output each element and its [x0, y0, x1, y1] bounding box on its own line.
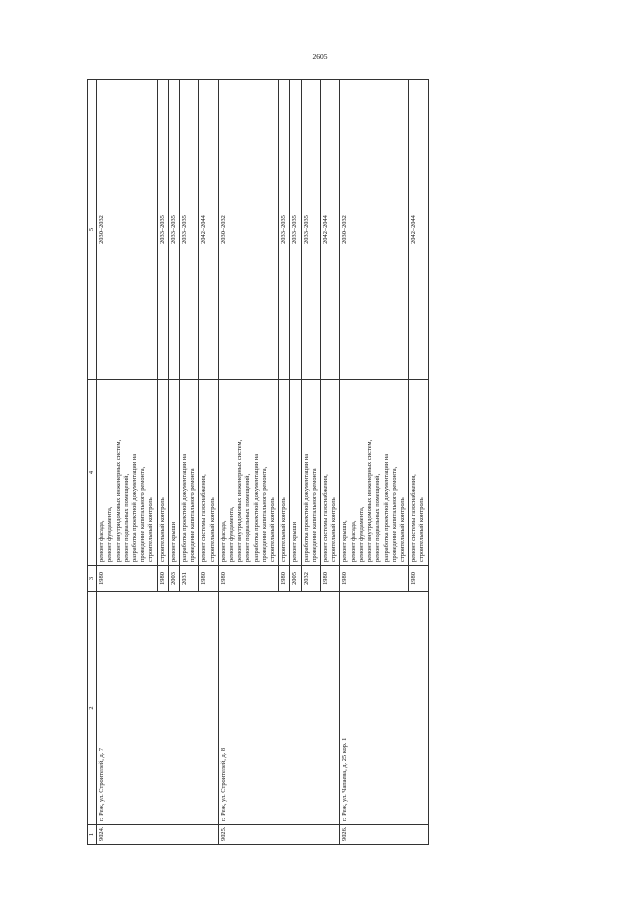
work-item: строительный контроль: [208, 497, 216, 562]
year-cell: 2031: [180, 566, 199, 592]
work-item: ремонт фундамента,: [228, 506, 236, 562]
work-item: ремонт фундамента,: [106, 506, 114, 562]
work-item: ремонт внутридомовых инженерных систем,: [366, 439, 374, 562]
page-number: 2605: [312, 52, 328, 61]
work-list-cell: [180, 380, 199, 566]
year-cell: 2032: [301, 566, 320, 592]
year-cell: 2003: [168, 566, 179, 592]
period-cell: 2030–2032: [97, 80, 157, 380]
work-item: ремонт подвальных помещений,: [122, 473, 130, 562]
work-item: ремонт крыши: [291, 521, 299, 562]
work-item: ремонт внутридомовых инженерных систем,: [236, 439, 244, 562]
work-item: ремонт системы газоснабжения,: [200, 474, 208, 562]
work-item: ремонт фундамента,: [357, 506, 365, 562]
building-address: г. Реж, ул. Строителей, д. 7: [97, 592, 219, 825]
work-item: строительный контроль: [147, 497, 155, 562]
building-address: г. Реж, ул. Чапаева, д. 25 кор. 1: [340, 592, 428, 825]
period-cell: 2033–2035: [157, 80, 168, 380]
work-item: строительный контроль: [398, 497, 406, 562]
period-cell: 2033–2035: [290, 80, 301, 380]
year-cell: 1980: [97, 566, 157, 592]
period-cell: 2033–2035: [301, 80, 320, 380]
period-cell: 2042–2044: [199, 80, 218, 380]
work-item: строительный контроль: [418, 497, 426, 562]
year-cell: 1980: [409, 566, 428, 592]
work-list-cell: [168, 380, 179, 566]
work-item: ремонт крыши,: [341, 520, 349, 562]
work-item: ремонт фасада,: [349, 520, 357, 562]
work-item: ремонт системы газоснабжения,: [322, 474, 330, 562]
work-item: ремонт системы газоснабжения,: [410, 474, 418, 562]
work-list-cell: [340, 380, 409, 566]
table-rotation-frame: [87, 80, 542, 845]
building-number: 9025.: [218, 825, 340, 845]
year-cell: 1980: [218, 566, 278, 592]
work-item: ремонт внутридомовых инженерных систем,: [114, 439, 122, 562]
work-item: ремонт крыши: [169, 521, 177, 562]
work-list-cell: [279, 380, 290, 566]
work-item: ремонт подвальных помещений,: [244, 473, 252, 562]
work-item: проведение капитального ремонта: [310, 468, 318, 562]
column-header: 3: [88, 566, 97, 592]
period-cell: 2033–2035: [279, 80, 290, 380]
building-address: г. Реж, ул. Строителей, д. 8: [218, 592, 340, 825]
year-cell: 2005: [290, 566, 301, 592]
work-item: разработка проектной документации на: [382, 453, 390, 562]
year-cell: 1980: [157, 566, 168, 592]
table-row: [97, 80, 157, 845]
year-cell: 1980: [279, 566, 290, 592]
work-item: разработка проектной документации на: [181, 453, 189, 562]
work-item: проведение капитального ремонта,: [260, 466, 268, 562]
building-number: 9026.: [340, 825, 428, 845]
year-cell: 1980: [321, 566, 340, 592]
work-item: строительный контроль: [330, 497, 338, 562]
work-list-cell: [321, 380, 340, 566]
work-list-cell: [97, 380, 157, 566]
period-cell: 2030–2032: [340, 80, 409, 380]
work-item: ремонт подвальных помещений,: [374, 473, 382, 562]
year-cell: 1980: [199, 566, 218, 592]
capital-repair-table: [87, 79, 429, 845]
column-header: 2: [88, 592, 97, 825]
work-item: строительный контроль: [269, 497, 277, 562]
work-item: проведение капитального ремонта,: [139, 466, 147, 562]
table-body: [97, 80, 428, 845]
period-cell: 2033–2035: [168, 80, 179, 380]
work-list-cell: [301, 380, 320, 566]
period-cell: 2042–2044: [409, 80, 428, 380]
column-number-row: [88, 80, 97, 845]
work-item: проведение капитального ремонта: [189, 468, 197, 562]
work-item: строительный контроль: [280, 497, 288, 562]
work-list-cell: [409, 380, 428, 566]
column-header: 1: [88, 825, 97, 845]
table-row: [218, 80, 278, 845]
work-list-cell: [290, 380, 301, 566]
year-cell: 1980: [340, 566, 409, 592]
work-list-cell: [157, 380, 168, 566]
period-cell: 2033–2035: [180, 80, 199, 380]
column-header: 5: [88, 80, 97, 380]
work-item: ремонт фасада,: [219, 520, 227, 562]
column-header: 4: [88, 380, 97, 566]
period-cell: 2030–2032: [218, 80, 278, 380]
work-list-cell: [199, 380, 218, 566]
table-row: [340, 80, 409, 845]
work-item: разработка проектной документации на: [252, 453, 260, 562]
work-list-cell: [218, 380, 278, 566]
work-item: разработка проектной документации на: [302, 453, 310, 562]
work-item: проведение капитального ремонта,: [390, 466, 398, 562]
building-number: 9024.: [97, 825, 219, 845]
work-item: ремонт фасада,: [98, 520, 106, 562]
rotated-table-container: [87, 80, 542, 845]
period-cell: 2042–2044: [321, 80, 340, 380]
work-item: разработка проектной документации на: [131, 453, 139, 562]
work-item: строительный контроль: [158, 497, 166, 562]
